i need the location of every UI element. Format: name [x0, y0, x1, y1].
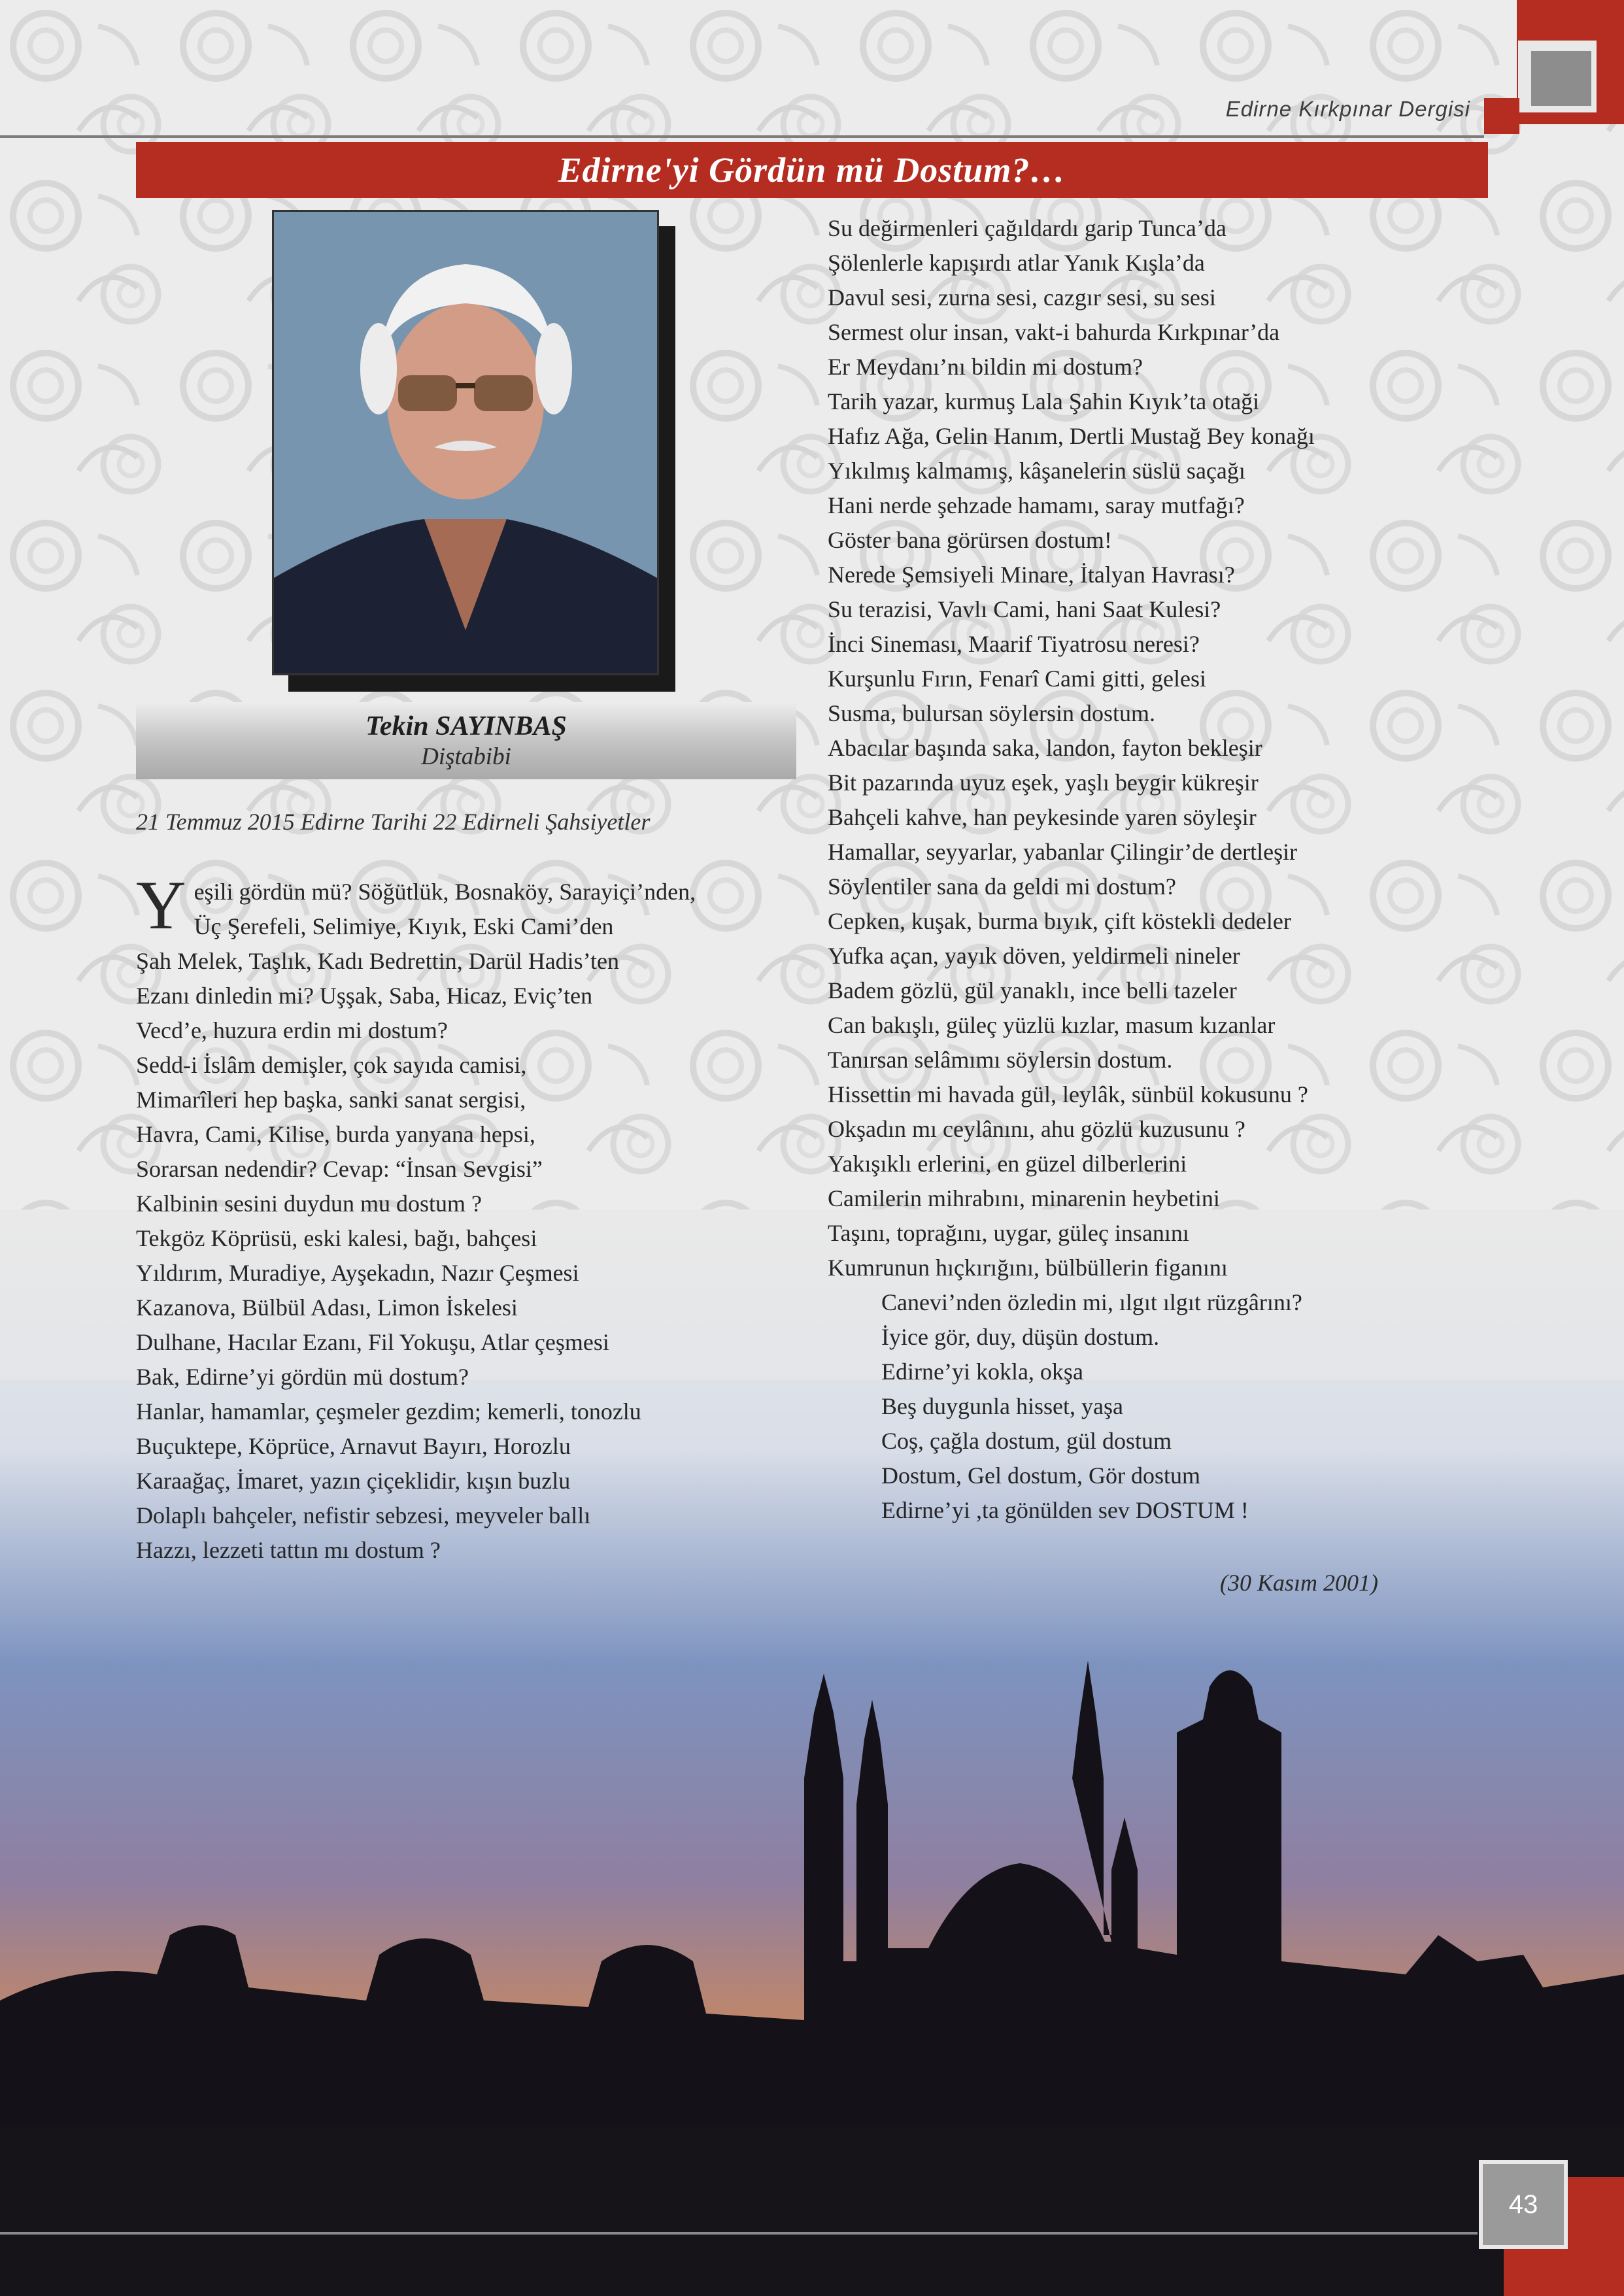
poem-line: Hanlar, hamamlar, çeşmeler gezdim; kemerli, tonozlu — [136, 1398, 641, 1425]
poem-line: Dulhane, Hacılar Ezanı, Fil Yokuşu, Atlar çeşmesi — [136, 1329, 609, 1355]
poem-line: Yıkılmış kalmamış, kâşanelerin süslü saçağı — [828, 458, 1245, 484]
poem-line: Davul sesi, zurna sesi, cazgır sesi, su sesi — [828, 284, 1216, 311]
poem-line: Coş, çağla dostum, gül dostum — [881, 1428, 1172, 1454]
poem-line: Nerede Şemsiyeli Minare, İtalyan Havrası? — [828, 562, 1235, 588]
poem-line: eşili gördün mü? Söğütlük, Bosnaköy, Sarayiçi’nden, — [194, 879, 696, 905]
poem-line: Havra, Cami, Kilise, burda yanyana hepsi, — [136, 1121, 535, 1147]
poem-line: Üç Şerefeli, Selimiye, Kıyık, Eski Cami’den — [194, 913, 614, 939]
page-number: 43 — [1479, 2160, 1568, 2249]
poem-right-lines — [828, 211, 1315, 1285]
poem-line: Yufka açan, yayık döven, yeldirmeli nineler — [828, 943, 1240, 969]
author-photo — [272, 210, 659, 675]
poem-line: Hazzı, lezzeti tattın mı dostum ? — [136, 1537, 441, 1563]
poem-line: Okşadın mı ceylânını, ahu gözlü kuzusunu ? — [828, 1116, 1245, 1142]
poem-line: Edirne’yi kokla, okşa — [881, 1359, 1083, 1385]
poem-line: Mimarîleri hep başka, sanki sanat sergisi, — [136, 1087, 526, 1113]
poem-line: Su terazisi, Vavlı Cami, hani Saat Kulesi? — [828, 596, 1221, 622]
poem-line: Edirne’yi ,ta gönülden sev DOSTUM ! — [881, 1497, 1249, 1523]
poem-right-column — [828, 211, 1315, 1528]
article-title-bar — [136, 142, 1488, 198]
source-reference: 21 Temmuz 2015 Edirne Tarihi 22 Edirneli Şahsiyetler — [136, 809, 651, 835]
poem-line: Cepken, kuşak, burma bıyık, çift köstekli dedeler — [828, 908, 1291, 934]
poem-line: Şah Melek, Taşlık, Kadı Bedrettin, Darül Hadis’ten — [136, 948, 620, 974]
poem-line: Söylentiler sana da geldi mi dostum? — [828, 873, 1176, 900]
poem-line: Göster bana görürsen dostum! — [828, 527, 1112, 553]
poem-line: Karaağaç, İmaret, yazın çiçeklidir, kışın buzlu — [136, 1468, 571, 1494]
poem-left-column — [136, 867, 696, 1568]
poem-line: Bak, Edirne’yi gördün mü dostum? — [136, 1364, 469, 1390]
poem-line: Kurşunlu Fırın, Fenarî Cami gitti, gelesi — [828, 666, 1206, 692]
poem-line: Hafız Ağa, Gelin Hanım, Dertli Mustağ Bey konağı — [828, 423, 1315, 449]
poem-line: Sedd-i İslâm demişler, çok sayıda camisi, — [136, 1052, 527, 1078]
poem-line: Yıldırım, Muradiye, Ayşekadın, Nazır Çeşmesi — [136, 1260, 579, 1286]
poem-line: Er Meydanı’nı bildin mi dostum? — [828, 354, 1143, 380]
poem-line: Bit pazarında uyuz eşek, yaşlı beygir kükreşir — [828, 769, 1259, 796]
header-rule — [0, 135, 1484, 138]
poem-line: Sorarsan nedendir? Cevap: “İnsan Sevgisi” — [136, 1156, 543, 1182]
poem-line: Tanırsan selâmımı söylersin dostum. — [828, 1047, 1173, 1073]
corner-decoration — [1484, 0, 1624, 137]
author-name: Tekin SAYINBAŞ — [365, 711, 567, 741]
poem-line: Bahçeli kahve, han peykesinde yaren söyleşir — [828, 804, 1257, 830]
poem-closing-lines — [828, 1285, 1315, 1528]
poem-line: Abacılar başında saka, landon, fayton bekleşir — [828, 735, 1262, 761]
poem-left-lines — [136, 944, 641, 1568]
footer-rule — [0, 2232, 1478, 2235]
poem-line: Beş duygunla hisset, yaşa — [881, 1393, 1123, 1419]
poem-line: Su değirmenleri çağıldardı garip Tunca’da — [828, 215, 1226, 241]
poem-line: Camilerin mihrabını, minarenin heybetini — [828, 1185, 1220, 1211]
poem-opening — [136, 867, 696, 944]
poem-line: Tekgöz Köprüsü, eski kalesi, bağı, bahçesi — [136, 1225, 537, 1251]
poem-line: Buçuktepe, Köprüce, Arnavut Bayırı, Horozlu — [136, 1433, 571, 1459]
author-role: Diştabibi — [421, 743, 511, 770]
poem-line: İnci Sineması, Maarif Tiyatrosu neresi? — [828, 631, 1200, 657]
poem-line: Hissettin mi havada gül, leylâk, sünbül kokusunu ? — [828, 1081, 1308, 1107]
poem-line: Yakışıklı erlerini, en güzel dilberlerini — [828, 1151, 1187, 1177]
magazine-name: Edirne Kırkpınar Dergisi — [1225, 97, 1470, 121]
poem-line: Badem gözlü, gül yanaklı, ince belli tazeler — [828, 977, 1237, 1004]
poem-line: Hamallar, seyyarlar, yabanlar Çilingir’de dertleşir — [828, 839, 1298, 865]
poem-line: Sermest olur insan, vakt-i bahurda Kırkpınar’da — [828, 319, 1280, 345]
author-portrait-icon — [274, 212, 657, 673]
author-box — [136, 702, 796, 779]
poem-line: Can bakışlı, güleç yüzlü kızlar, masum kızanlar — [828, 1012, 1276, 1038]
poem-line: Kalbinin sesini duydun mu dostum ? — [136, 1190, 482, 1217]
poem-line: İyice gör, duy, düşün dostum. — [881, 1324, 1160, 1350]
poem-line: Canevi’nden özledin mi, ılgıt ılgıt rüzgârını? — [881, 1289, 1302, 1315]
poem-line: Dolaplı bahçeler, nefistir sebzesi, meyveler ballı — [136, 1502, 591, 1528]
article-title: Edirne'yi Gördün mü Dostum?… — [558, 150, 1066, 190]
poem-line: Kazanova, Bülbül Adası, Limon İskelesi — [136, 1294, 518, 1321]
poem-line: Kumrunun hıçkırığını, bülbüllerin figanını — [828, 1255, 1228, 1281]
poem-line: Şölenlerle kapışırdı atlar Yanık Kışla’da — [828, 250, 1205, 276]
poem-line: Tarih yazar, kurmuş Lala Şahin Kıyık’ta otaği — [828, 388, 1260, 414]
poem-line: Taşını, toprağını, uygar, güleç insanını — [828, 1220, 1189, 1246]
poem-line: Susma, bulursan söylersin dostum. — [828, 700, 1155, 726]
poem-line: Hani nerde şehzade hamamı, saray mutfağı? — [828, 492, 1245, 518]
poem-line: Dostum, Gel dostum, Gör dostum — [881, 1462, 1201, 1489]
poem-line: Ezanı dinledin mi? Uşşak, Saba, Hicaz, Eviç’ten — [136, 983, 593, 1009]
poem-date: (30 Kasım 2001) — [1220, 1570, 1378, 1596]
poem-line: Vecd’e, huzura erdin mi dostum? — [136, 1017, 448, 1043]
drop-cap: Y — [136, 867, 186, 943]
